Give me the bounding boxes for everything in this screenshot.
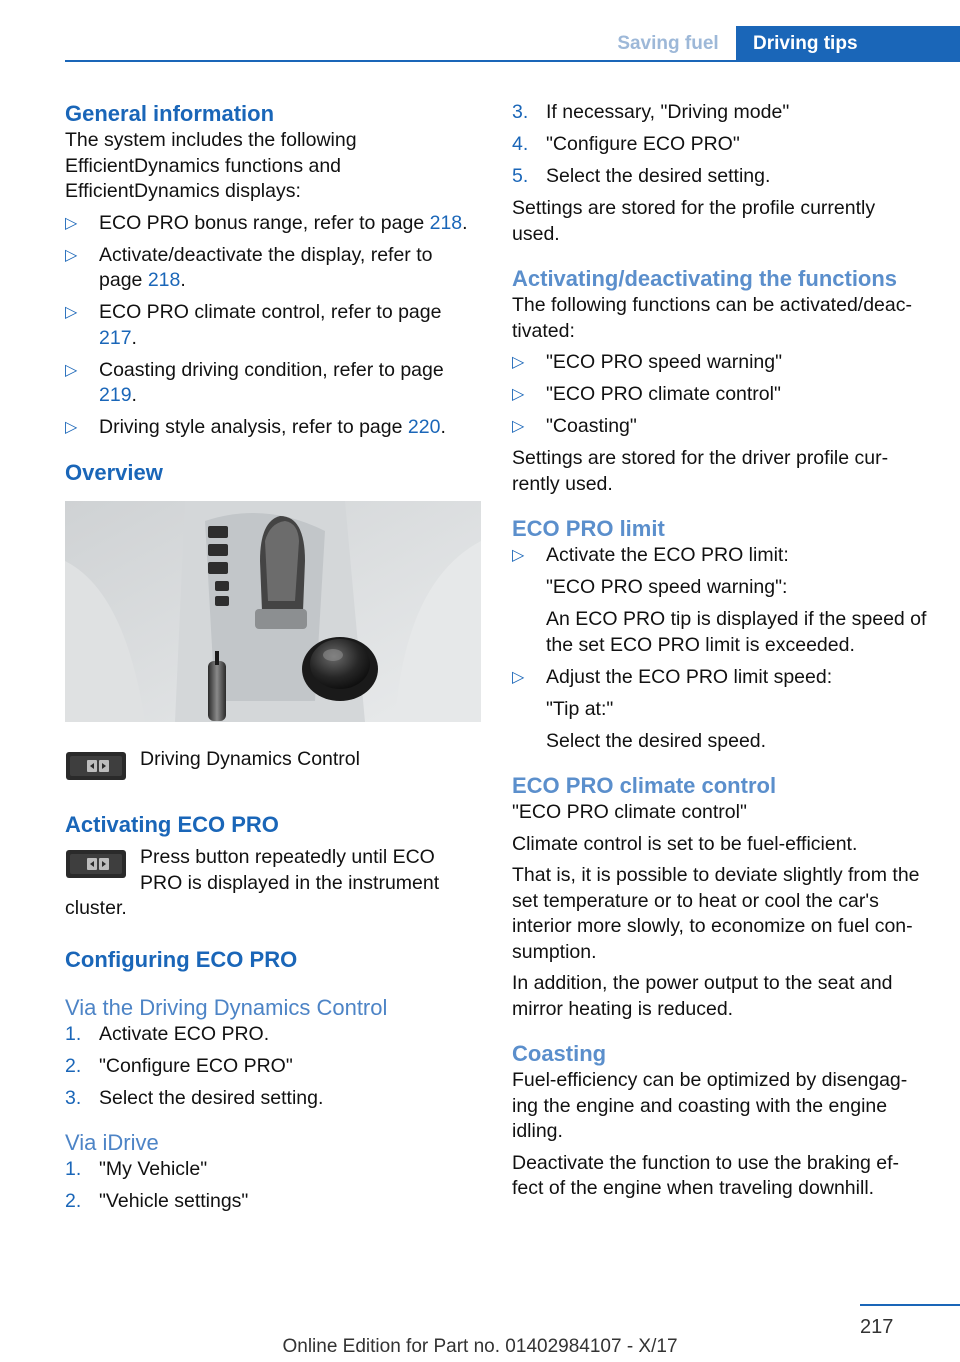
ddc-caption: Driving Dynamics Control — [140, 748, 360, 770]
list-item: ▷ "ECO PRO speed warning" — [512, 350, 928, 376]
general-list — [65, 211, 481, 441]
list-item: 1. Activate ECO PRO. — [65, 1022, 270, 1045]
coasting-heading: Coasting — [512, 1041, 607, 1066]
header-rule — [65, 60, 960, 62]
list-item: ▷ "ECO PRO climate control" — [512, 382, 928, 408]
driving-dynamics-control-button-icon — [65, 849, 127, 879]
page-link[interactable]: 217 — [99, 326, 132, 349]
via-idrive-heading: Via iDrive — [65, 1130, 159, 1155]
activating-text: Press button repeatedly until ECO PRO is displayed in the instrument cluster. — [65, 846, 440, 919]
list-item: 2. "Configure ECO PRO" — [65, 1054, 293, 1077]
tab-saving-fuel[interactable]: Saving fuel — [617, 33, 719, 54]
list-item: ▷ Adjust the ECO PRO limit speed: — [512, 665, 928, 691]
configuring-eco-pro-heading: Configuring ECO PRO — [65, 946, 298, 972]
triangle-bullet-icon: ▷ — [65, 419, 78, 436]
list-item: 3. Select the desired setting. — [65, 1086, 324, 1109]
driving-dynamics-control-button-icon — [65, 751, 127, 781]
list-item: ▷ "Coasting" — [512, 414, 928, 440]
settings-stored-driver-note: Settings are stored for the driver profile cur‐rently used. — [512, 447, 889, 495]
list-item: 4. "Configure ECO PRO" — [512, 133, 740, 155]
triangle-bullet-icon: ▷ — [512, 354, 525, 371]
eco-pro-climate-heading: ECO PRO climate control — [512, 773, 777, 798]
list-item: ▷ Activate/deactivate the display, refer to page 218. — [65, 243, 433, 291]
general-intro: The system includes the following EfficientDynamics functions and EfficientDynamics displays: — [65, 129, 357, 202]
via-idrive-steps-continued — [512, 100, 928, 190]
right-column — [512, 100, 928, 1208]
center-console-photo — [65, 501, 481, 722]
function-list — [512, 350, 928, 440]
list-item: ▷ ECO PRO climate control, refer to page 217. — [65, 301, 442, 349]
triangle-bullet-icon: ▷ — [512, 386, 525, 403]
triangle-bullet-icon: ▷ — [65, 214, 78, 232]
list-item: ▷ Coasting driving condition, refer to page 219. — [65, 358, 444, 406]
triangle-bullet-icon: ▷ — [512, 668, 525, 686]
climate-p1: "ECO PRO climate control" — [512, 801, 747, 823]
triangle-bullet-icon: ▷ — [65, 246, 78, 264]
triangle-bullet-icon: ▷ — [512, 418, 525, 435]
climate-p3: That is, it is possible to deviate slightly from the set temperature or to heat or cool the car's interior more slowly, to economize on fuel con‐sumption. — [512, 864, 920, 963]
via-ddc-steps — [65, 1022, 481, 1112]
edition-footer: Online Edition for Part no. 01402984107 - X/17 — [282, 1336, 678, 1357]
list-item: 2. "Vehicle settings" — [65, 1190, 249, 1212]
page-number: 217 — [860, 1316, 894, 1338]
limit-item2-sub1: "Tip at:" — [546, 697, 614, 720]
triangle-bullet-icon: ▷ — [65, 304, 78, 321]
overview-heading: Overview — [65, 459, 163, 485]
settings-stored-note: Settings are stored for the profile currently used. — [512, 197, 876, 245]
activating-eco-pro-heading: Activating ECO PRO — [65, 812, 279, 837]
footer-rule — [860, 1304, 960, 1306]
triangle-bullet-icon: ▷ — [512, 547, 525, 564]
list-item: ▷ Activate the ECO PRO limit: — [512, 543, 928, 569]
limit-list — [512, 543, 928, 569]
list-item: ▷ Driving style analysis, refer to page 220. — [65, 415, 481, 441]
triangle-bullet-icon: ▷ — [65, 361, 78, 379]
limit-item1-sub1: "ECO PRO speed warning": — [546, 576, 788, 598]
list-item: ▷ ECO PRO bonus range, refer to page 218. — [65, 211, 481, 237]
coasting-p2: Deactivate the function to use the braking ef‐fect of the engine when traveling downhill. — [512, 1151, 899, 1199]
climate-p4: In addition, the power output to the seat and mirror heating is reduced. — [512, 972, 893, 1020]
coasting-p1: Fuel-efficiency can be optimized by disengag‐ing the engine and coasting with the engine idling. — [512, 1069, 908, 1142]
via-idrive-steps — [65, 1157, 481, 1215]
list-item: 5. Select the desired setting. — [512, 165, 771, 187]
limit-item2-sub2: Select the desired speed. — [546, 729, 767, 752]
list-item: 3. If necessary, "Driving mode" — [512, 101, 790, 123]
page-link[interactable]: 219 — [99, 384, 132, 406]
limit-list-2 — [512, 665, 928, 691]
eco-pro-limit-heading: ECO PRO limit — [512, 516, 665, 541]
list-item: 1. "My Vehicle" — [65, 1158, 208, 1180]
general-information-heading: General information — [65, 101, 275, 126]
activating-functions-intro: The following functions can be activated/deac‐tivated: — [512, 294, 912, 342]
ddc-caption-row — [65, 747, 481, 787]
page-link[interactable]: 220 — [407, 416, 441, 438]
left-column — [65, 100, 481, 1221]
page-link[interactable]: 218 — [429, 211, 463, 234]
activating-block — [65, 845, 481, 922]
page-link[interactable]: 218 — [147, 269, 181, 291]
climate-p2: Climate control is set to be fuel-efficient. — [512, 832, 858, 855]
via-ddc-heading: Via the Driving Dynamics Control — [65, 994, 388, 1020]
activating-functions-heading: Activating/deactivating the functions — [512, 266, 898, 291]
tab-driving-tips[interactable]: Driving tips — [736, 26, 960, 62]
limit-item1-sub2: An ECO PRO tip is displayed if the speed of the set ECO PRO limit is exceeded. — [546, 608, 927, 656]
